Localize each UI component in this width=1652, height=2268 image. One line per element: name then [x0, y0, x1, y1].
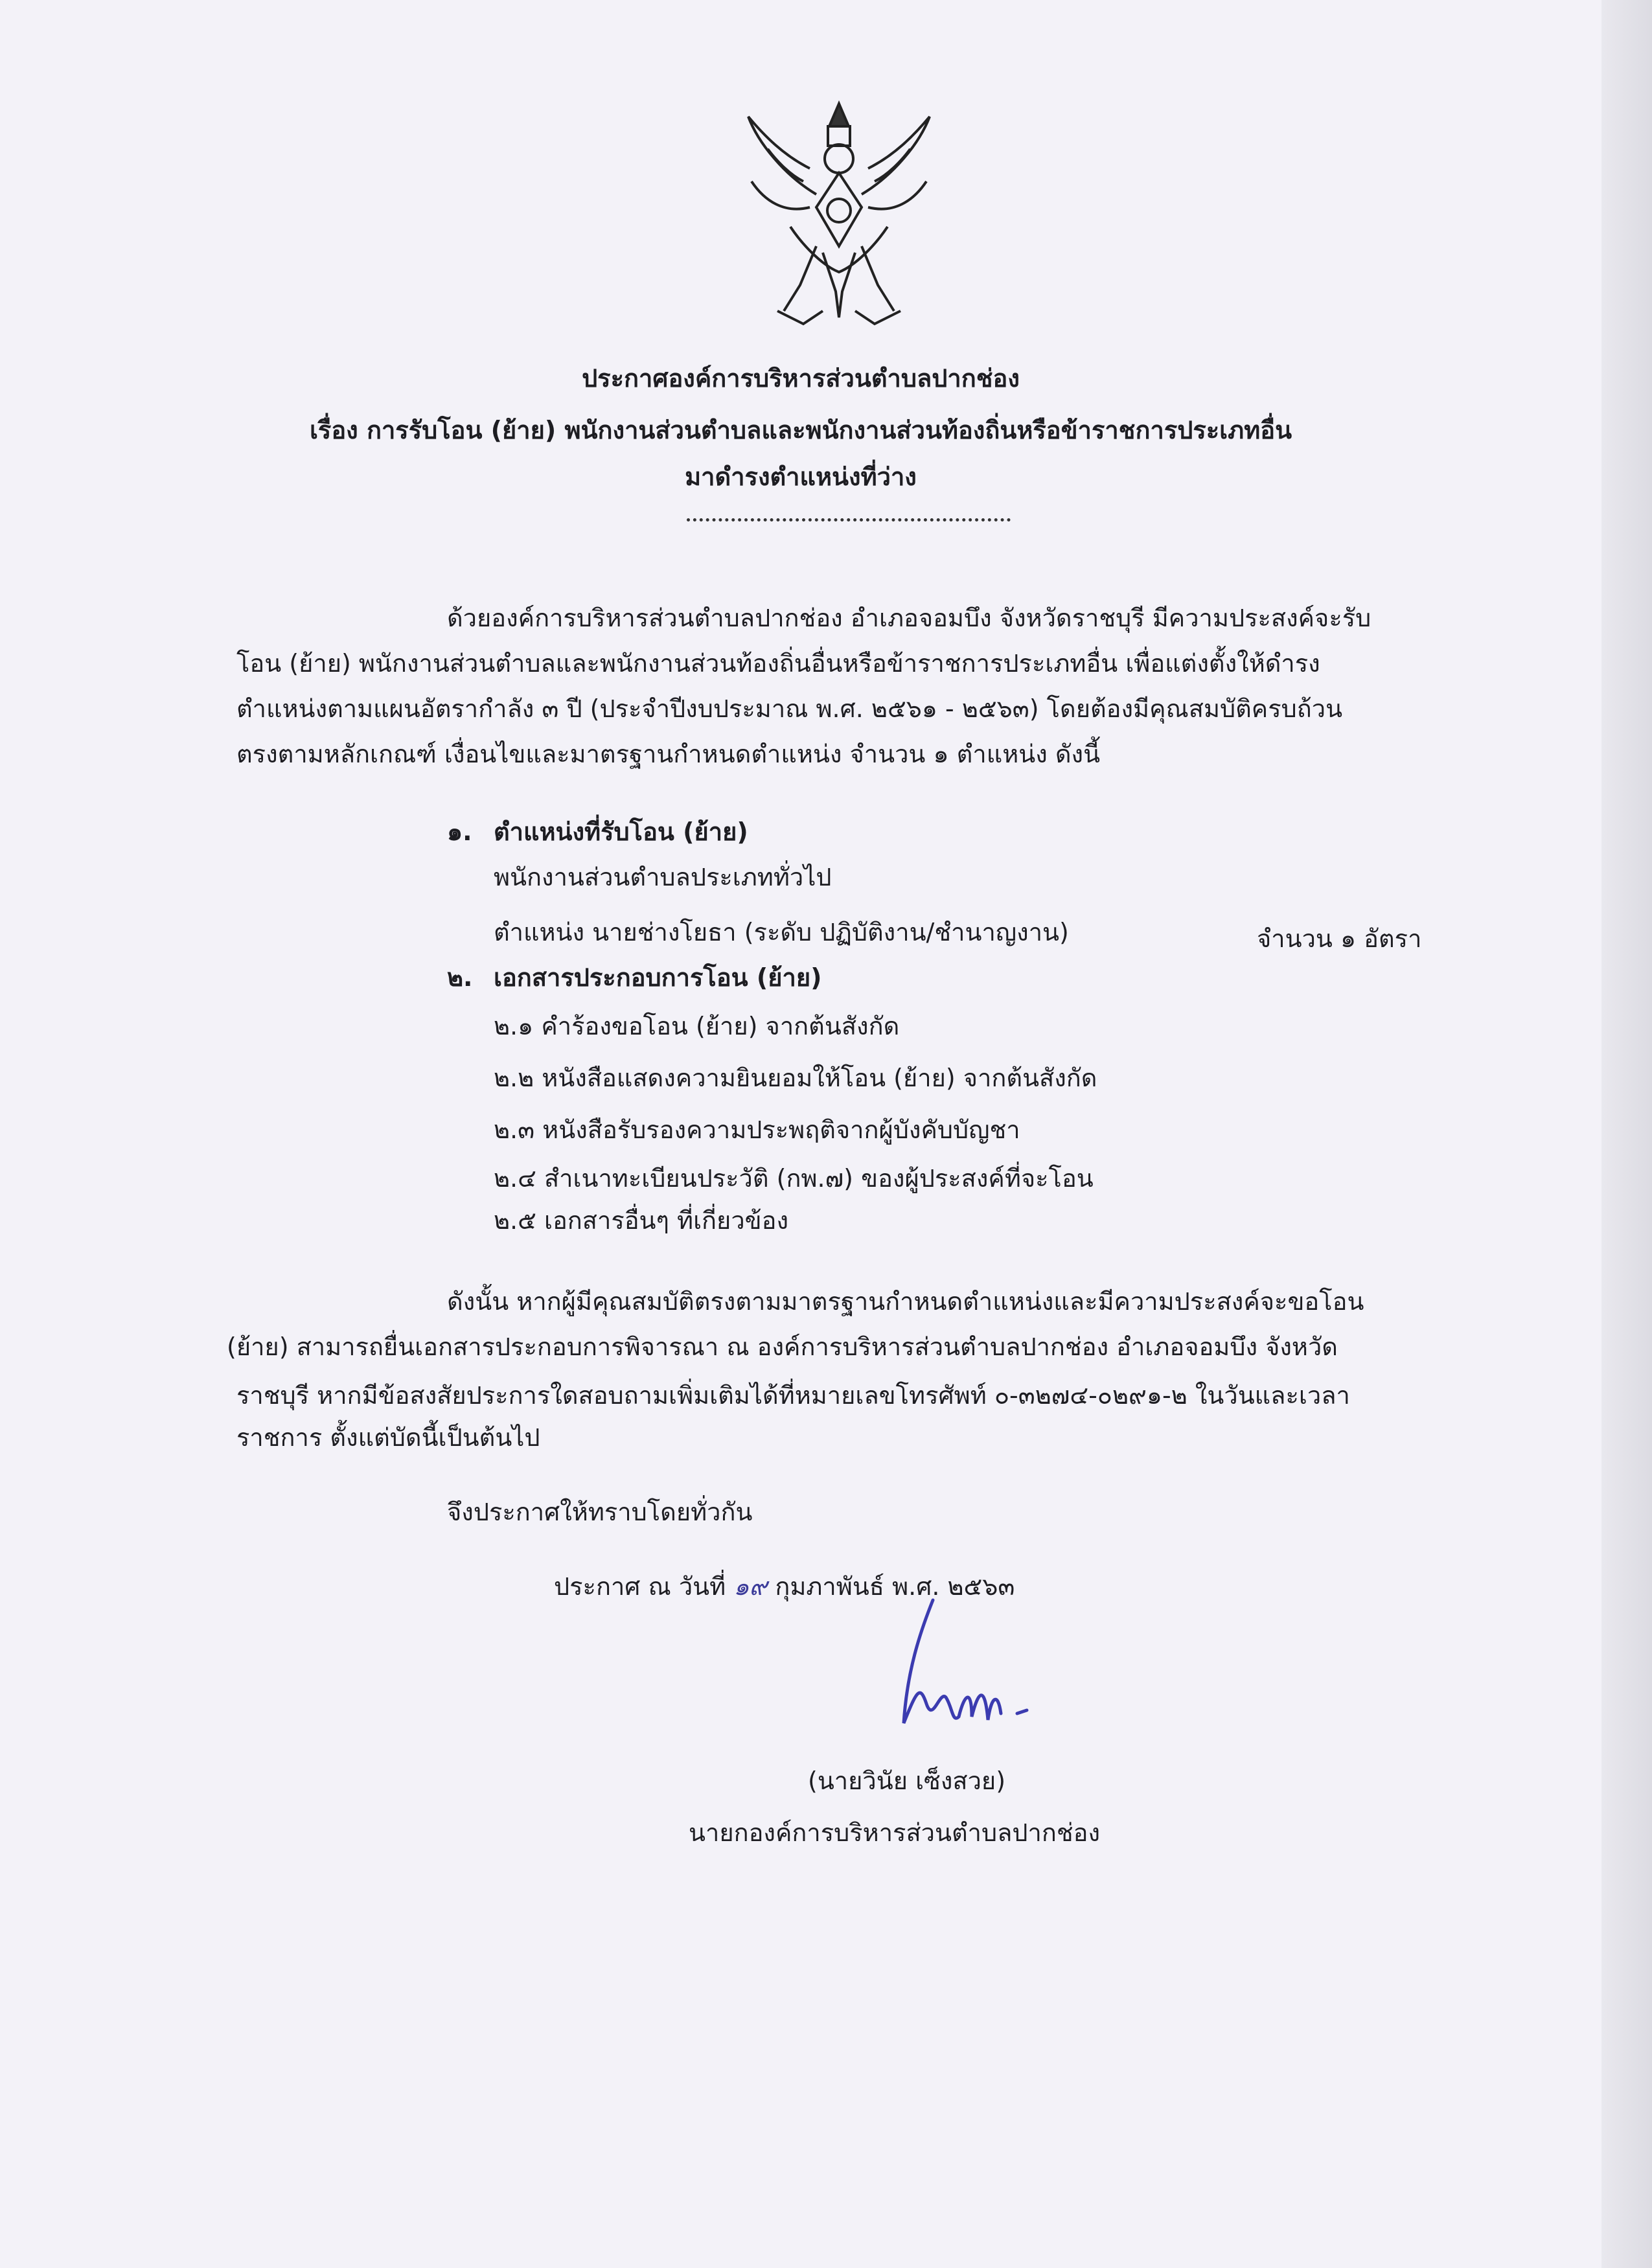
signer-position: นายกองค์การบริหารส่วนตำบลปากช่อง [689, 1818, 1101, 1847]
section-1-line-2: ตำแหน่ง นายช่างโยธา (ระดับ ปฏิบัติงาน/ชำนาญงาน) [494, 918, 1069, 946]
intro-line-2: โอน (ย้าย) พนักงานส่วนตำบลและพนักงานส่วนท้องถิ่นอื่นหรือข้าราชการประเภทอื่น เพื่อแต่งตั้งให้ดำรง [236, 649, 1320, 678]
section-1-count: จำนวน ๑ อัตรา [1257, 924, 1422, 953]
garuda-emblem [739, 97, 939, 337]
section-2-number: ๒. [447, 963, 473, 992]
section-1-line-1: พนักงานส่วนตำบลประเภททั่วไป [494, 863, 832, 891]
paper-edge [1601, 0, 1652, 2268]
closing-line-2: (ย้าย) สามารถยื่นเอกสารประกอบการพิจารณา ณ องค์การบริหารส่วนตำบลปากช่อง อำเภอจอมบึง จังหวัด [227, 1333, 1338, 1361]
list-item: ๒.๒ หนังสือแสดงความยินยอมให้โอน (ย้าย) จากต้นสังกัด [494, 1064, 1097, 1092]
closing-line-4: ราชการ ตั้งแต่บัดนี้เป็นต้นไป [236, 1423, 540, 1452]
handwritten-signature [855, 1594, 1056, 1749]
section-2-heading: เอกสารประกอบการโอน (ย้าย) [494, 963, 822, 992]
section-1-number: ๑. [447, 818, 472, 846]
signer-name: (นายวินัย เซ็งสวย) [808, 1767, 1006, 1795]
section-1-heading: ตำแหน่งที่รับโอน (ย้าย) [494, 818, 748, 846]
list-item: ๒.๓ หนังสือรับรองความประพฤติจากผู้บังคับบัญชา [494, 1116, 1020, 1144]
list-item: ๒.๔ สำเนาทะเบียนประวัติ (กพ.๗) ของผู้ประสงค์ที่จะโอน [494, 1164, 1094, 1193]
document-subject: เรื่อง การรับโอน (ย้าย) พนักงานส่วนตำบลและพนักงานส่วนท้องถิ่นหรือข้าราชการประเภทอื่น [309, 416, 1292, 444]
list-item: ๒.๕ เอกสารอื่นๆ ที่เกี่ยวข้อง [494, 1206, 789, 1235]
intro-line-3: ตำแหน่งตามแผนอัตรากำลัง ๓ ปี (ประจำปีงบประมาณ พ.ศ. ๒๕๖๑ - ๒๕๖๓) โดยต้องมีคุณสมบัติครบถ้วน [236, 694, 1343, 723]
list-item: ๒.๑ คำร้องขอโอน (ย้าย) จากต้นสังกัด [494, 1012, 900, 1040]
date-day: ๑๙ [733, 1572, 768, 1601]
announcement-line: จึงประกาศให้ทราบโดยทั่วกัน [447, 1498, 753, 1526]
intro-line-4: ตรงตามหลักเกณฑ์ เงื่อนไขและมาตรฐานกำหนดตำแหน่ง จำนวน ๑ ตำแหน่ง ดังนี้ [236, 740, 1101, 768]
date-rest: กุมภาพันธ์ พ.ศ. ๒๕๖๓ [775, 1572, 1015, 1601]
closing-line-1: ดังนั้น หากผู้มีคุณสมบัติตรงตามมาตรฐานกำหนดตำแหน่งและมีความประสงค์จะขอโอน [447, 1287, 1364, 1316]
document-subject-continued: มาดำรงตำแหน่งที่ว่าง [685, 463, 917, 491]
dotted-divider [687, 518, 1011, 525]
document-title: ประกาศองค์การบริหารส่วนตำบลปากช่อง [582, 364, 1020, 393]
date-prefix: ประกาศ ณ วันที่ [554, 1572, 726, 1601]
intro-line-1: ด้วยองค์การบริหารส่วนตำบลปากช่อง อำเภอจอมบึง จังหวัดราชบุรี มีความประสงค์จะรับ [447, 604, 1371, 632]
closing-line-3: ราชบุรี หากมีข้อสงสัยประการใดสอบถามเพิ่มเติมได้ที่หมายเลขโทรศัพท์ ๐-๓๒๗๔-๐๒๙๑-๒ ในวันและเวลา [236, 1381, 1350, 1410]
